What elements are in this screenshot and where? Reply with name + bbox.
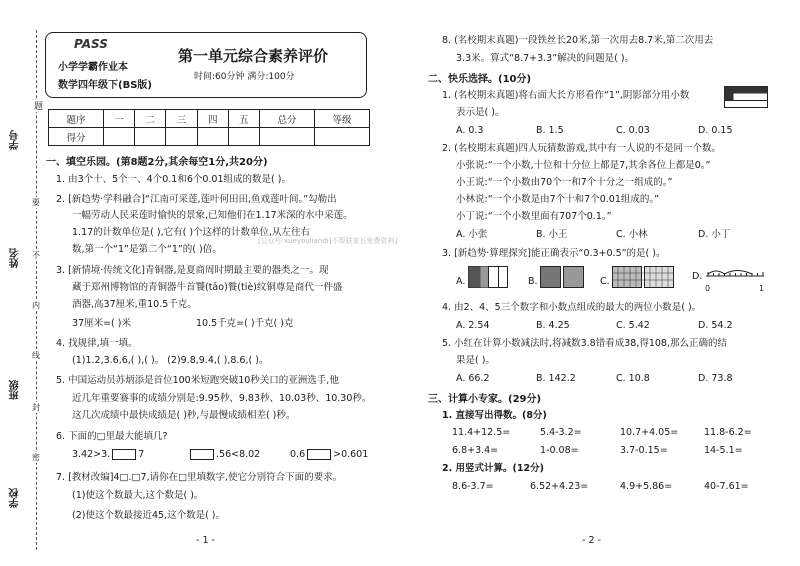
option-b-figure [540, 266, 584, 288]
question-6-b-text: .56<8.02 [216, 449, 261, 460]
calc-item: 10.7+4.05= [620, 427, 679, 438]
choice-5-line2: 果是( )。 [456, 355, 495, 366]
calc-item: 3.7-0.15= [620, 445, 668, 456]
choice-4-option[interactable]: B. 4.25 [536, 320, 570, 331]
question-7-part2: (2)使这个数最接近45,这个数是( )。 [72, 510, 225, 521]
score-cell[interactable] [103, 128, 134, 146]
series-name: 小学学霸作业本 [58, 62, 128, 73]
seal-mark: 封 [32, 403, 40, 412]
number-line-label: 0 [705, 284, 711, 293]
choice-1-option[interactable]: D. 0.15 [698, 125, 733, 136]
question-6-a-text: 3.42>3. [72, 449, 111, 460]
choice-5-option[interactable]: B. 142.2 [536, 373, 576, 384]
question-6-a [72, 449, 144, 460]
section-2-heading: 二、快乐选择。(10分) [428, 74, 532, 85]
score-header: 等级 [314, 110, 369, 128]
score-header: 五 [228, 110, 259, 128]
score-table [48, 109, 370, 146]
question-5-line1: 5. 中国运动员苏炳添是首位100米短跑突破10秒关口的亚洲选手,他 [56, 375, 339, 386]
vertical-calc-item: 4.9+5.86= [620, 481, 673, 492]
choice-2-line2: 小张说:“一个小数,十位和十分位上都是7,其余各位上都是0。” [456, 160, 711, 171]
section-3-heading: 三、计算小专家。(29分) [428, 394, 542, 405]
calc-item: 11.4+12.5= [452, 427, 511, 438]
option-c-figure [612, 266, 674, 288]
seal-mark: 要 [32, 198, 40, 207]
number-line-figure [704, 268, 768, 282]
score-cell[interactable] [314, 128, 369, 146]
question-8-line1: 8. (名校期末真题)一段铁丝长20米,第一次用去8.7米,第二次用去 [442, 35, 714, 46]
header-box [34, 32, 367, 112]
question-6-a-tail: 7 [138, 449, 145, 460]
choice-5-option[interactable]: A. 66.2 [456, 373, 490, 384]
question-7: 7. [教材改编]4□.□7,请你在□里填数字,使它分别符合下面的要求。 [56, 472, 343, 483]
option-a-figure [468, 266, 508, 288]
score-header: 题序 [49, 110, 104, 128]
choice-2-option[interactable]: D. 小丁 [698, 229, 731, 240]
calc-item: 5.4-3.2= [540, 427, 582, 438]
seal-mark: 线 [32, 351, 40, 360]
calc-1-heading: 1. 直接写出得数。(8分) [442, 410, 547, 421]
question-2-line3: 1.17的计数单位是( ),它有( )个这样的计数单位,从左往右 [72, 227, 311, 238]
question-7-part1: (1)使这个数最大,这个数是( )。 [72, 490, 204, 501]
question-3-line3: 酒器,高37厘米,重10.5千克。 [72, 299, 197, 310]
vertical-calc-item: 40-7.61= [704, 481, 749, 492]
question-2-line2: 一幅劳动人民采莲时愉快的景象,已知他们在1.17米深的水中采莲。 [72, 210, 353, 221]
score-header: 一 [103, 110, 134, 128]
shaded-rectangle-figure [724, 86, 768, 108]
page-title: 第一单元综合素养评价 [178, 47, 329, 65]
question-2-line4: 数,第一个“1”是第二个“1”的( )倍。 [72, 244, 222, 255]
watermark: [公众号 xueyouliandi]不帮联家长免费资料] [258, 237, 398, 245]
score-cell[interactable] [166, 128, 197, 146]
name-label: 姓名 [10, 248, 21, 268]
page-number: - 2 - [582, 535, 601, 546]
choice-5-line1: 5. 小红在计算小数减法时,将减数3.8错看成38,得108,那么正确的结 [442, 338, 727, 349]
question-3-line1: 3. [新情境·传统文化]青铜器,是夏商周时期最主要的器类之一。现 [56, 265, 329, 276]
choice-3-option-c[interactable]: C. [600, 276, 610, 287]
banner-char: 题 [34, 99, 43, 112]
calc-2-heading: 2. 用竖式计算。(12分) [442, 463, 544, 474]
score-cell[interactable] [197, 128, 228, 146]
choice-2-option[interactable]: C. 小林 [616, 229, 648, 240]
choice-2-line3: 小王说:“一个小数由70个一和7个十分之一组成的。” [456, 177, 673, 188]
choice-5-option[interactable]: D. 73.8 [698, 373, 733, 384]
choice-3-option-b[interactable]: B. [528, 276, 538, 287]
question-2-line1: 2. [新趋势·学科融合]“江南可采莲,莲叶何田田,鱼戏莲叶间。”勾勒出 [56, 194, 337, 205]
seal-mark: 密 [32, 453, 40, 462]
score-header: 三 [166, 110, 197, 128]
section-1-heading: 一、填空乐园。(第8题2分,其余每空1分,共20分) [46, 157, 268, 168]
score-cell[interactable] [260, 128, 315, 146]
logo: PASS [74, 37, 108, 51]
choice-3-option-a[interactable]: A. [456, 276, 466, 287]
calc-item: 14-5.1= [704, 445, 743, 456]
choice-2-line4: 小林说:“一个小数是由7个十和7个0.01组成的。” [456, 194, 660, 205]
calc-item: 11.8-6.2= [704, 427, 752, 438]
seal-mark: 内 [32, 301, 40, 310]
choice-1-option[interactable]: A. 0.3 [456, 125, 484, 136]
question-8-line2: 3.3米。算式“8.7+3.3”解决的问题是( )。 [456, 53, 635, 64]
question-4: 4. 找规律,填一填。 [56, 338, 138, 349]
seal-mark: 不 [32, 251, 40, 260]
score-row-label: 得分 [49, 128, 104, 146]
question-6-c-tail: >0.601 [333, 449, 369, 460]
digit-box[interactable] [112, 449, 136, 460]
score-header: 四 [197, 110, 228, 128]
score-header: 二 [135, 110, 166, 128]
vertical-calc-item: 6.52+4.23= [530, 481, 589, 492]
student-id-label: 学号 [10, 130, 21, 150]
number-line-label: 1 [759, 284, 765, 293]
question-3-blank-1: 37厘米=( )米 [72, 318, 131, 329]
question-1: 1. 由3个十、5个一、4个0.1和6个0.01组成的数是( )。 [56, 174, 291, 185]
choice-1-option[interactable]: B. 1.5 [536, 125, 564, 136]
choice-2-option[interactable]: B. 小王 [536, 229, 568, 240]
exam-meta: 时间:60分钟 满分:100分 [194, 72, 295, 82]
choice-1-option[interactable]: C. 0.03 [616, 125, 650, 136]
question-6-c [290, 449, 368, 460]
calc-item: 6.8+3.4= [452, 445, 499, 456]
question-3-line2: 藏于郑州博物馆的青铜器牛首饕(tāo)餮(tiè)纹铜尊是商代一件盛 [72, 282, 343, 293]
class-label: 班级 [10, 380, 21, 400]
choice-1-line2: 表示是( )。 [456, 107, 505, 118]
vertical-calc-item: 8.6-3.7= [452, 481, 494, 492]
digit-box[interactable] [190, 449, 214, 460]
question-6-c-head: 0.6 [290, 449, 306, 460]
school-label: 学校 [10, 488, 21, 508]
choice-3: 3. [新趋势·算理探究]能正确表示“0.3+0.5”的是( )。 [442, 248, 666, 259]
choice-4-option[interactable]: D. 54.2 [698, 320, 733, 331]
question-6: 6. 下面的□里最大能填几? [56, 431, 168, 442]
question-6-b [188, 449, 260, 460]
question-5-line3: 这几次成绩中最快成绩是( )秒,与最慢成绩相差( )秒。 [72, 410, 296, 421]
choice-5-option[interactable]: C. 10.8 [616, 373, 650, 384]
choice-3-option-d[interactable]: D. [692, 271, 703, 282]
choice-4: 4. 由2、4、5三个数字和小数点组成的最大的两位小数是( )。 [442, 302, 702, 313]
question-4-items: (1)1.2,3.6,6,( ),( )。 (2)9.8,9.4,( ),8.6,( )。 [72, 355, 269, 366]
question-5-line2: 近几年重要赛事的成绩分别是:9.95秒、9.83秒、10.03秒、10.30秒。 [72, 393, 372, 404]
choice-2-line5: 小丁说:“一个小数里面有707个0.1。” [456, 211, 612, 222]
choice-4-option[interactable]: C. 5.42 [616, 320, 650, 331]
choice-4-option[interactable]: A. 2.54 [456, 320, 490, 331]
score-header: 总分 [260, 110, 315, 128]
digit-box[interactable] [307, 449, 331, 460]
grade-label: 数学四年级下(BS版) [58, 80, 152, 91]
question-3-blank-2: 10.5千克=( )千克( )克 [196, 318, 294, 329]
score-cell[interactable] [228, 128, 259, 146]
score-cell[interactable] [135, 128, 166, 146]
choice-2-line1: 2. (名校期末真题)四人玩猜数游戏,其中有一人说的不是同一个数。 [442, 143, 722, 154]
choice-1-line1: 1. (名校期末真题)将右面大长方形看作“1”,阴影部分用小数 [442, 90, 690, 101]
calc-item: 1-0.08= [540, 445, 579, 456]
page-number: - 1 - [196, 535, 215, 546]
choice-2-option[interactable]: A. 小张 [456, 229, 488, 240]
